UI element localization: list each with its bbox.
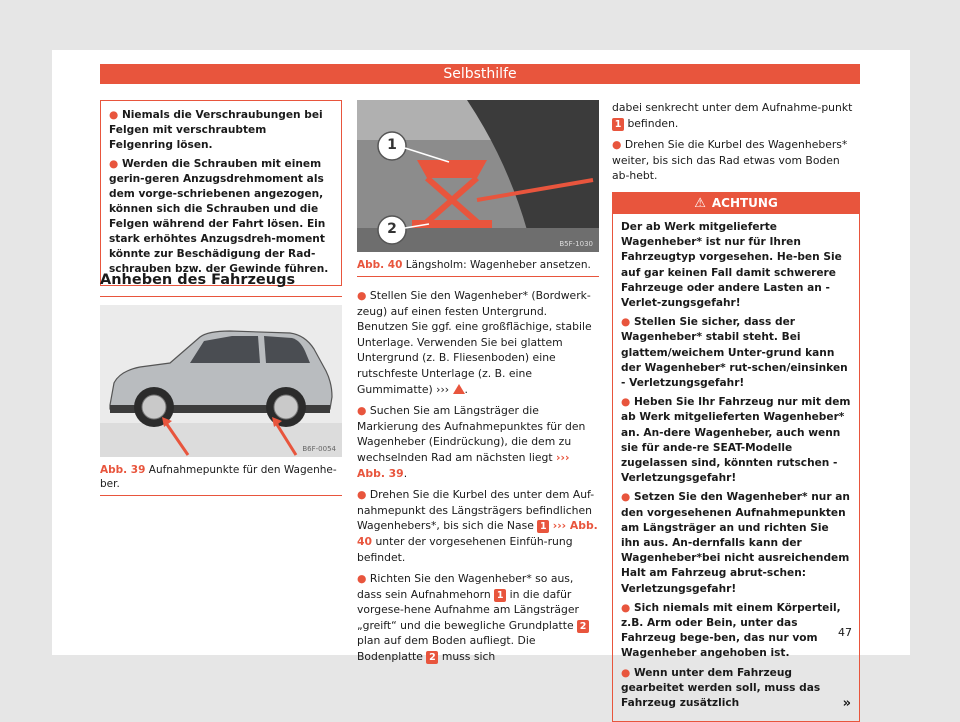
warning-box <box>612 192 860 722</box>
page-number: 47 <box>838 626 852 639</box>
bullet-icon: ● <box>357 488 370 502</box>
marker-number: 1 <box>537 520 549 533</box>
bullet-icon: ● <box>621 491 634 504</box>
figure-caption <box>357 258 599 277</box>
figure-car-side <box>100 305 342 457</box>
bullet-icon: ● <box>621 601 634 614</box>
section-title: Anheben des Fahrzeugs <box>100 272 342 297</box>
column-2-text <box>357 288 599 671</box>
car-side-illustration <box>100 305 342 457</box>
figure-link[interactable]: ››› Abb. 39 <box>357 450 570 480</box>
bullet-icon: ● <box>109 158 122 170</box>
bullet-icon: ● <box>612 138 625 152</box>
paragraph: ● Suchen Sie am Längsträger die Markierung des Aufnahmepunktes für den Wagenheber (Eindrückung), die dem zu wechselnden Rad am nächsten liegt ››› Abb. 39. <box>357 404 586 480</box>
paragraph: ● Drehen Sie die Kurbel des Wagenhebers* weiter, bis sich das Rad etwas vom Boden ab-hebt. <box>612 138 848 183</box>
marker-number: 2 <box>577 620 589 633</box>
figure-link[interactable]: ››› Abb. 40 <box>357 519 598 548</box>
warning-continuation-box <box>100 100 342 286</box>
paragraph: ● Richten Sie den Wagenheber* so aus, dass sein Aufnahmehorn 1 in die dafür vorgese-hene Aufnahme am Längsträger „greift“ und die bewegliche Grundplatte 2 plan auf dem Boden aufliegt. Die Bodenplatte 2 muss sich <box>357 571 599 665</box>
figure-label: Abb. 40 <box>357 259 403 271</box>
figure-caption <box>100 463 342 496</box>
marker-2: 2 <box>387 221 397 237</box>
figure-label: Abb. 39 <box>100 464 146 476</box>
warning-item: ● Stellen Sie sicher, dass der Wagenheber* stabil steht. Bei glattem/weichem Unter-grund kann der Wagenheber* rut-schen/einsinken - Verletzungsgefahr! <box>621 316 848 390</box>
bullet-icon: ● <box>357 404 370 418</box>
page-header: Selbsthilfe <box>100 64 860 84</box>
paragraph: ● Stellen Sie den Wagenheber* (Bordwerk-zeug) auf einen festen Untergrund. Benutzen Sie ggf. eine großflächige, stabile Unterlage. Verwenden Sie bei glattem Untergrund (z. B. Fliesenboden) eine rutschfeste Unterlage (z. B. eine Gummimatte) ››› . <box>357 289 592 396</box>
warning-item: ● Sich niemals mit einem Körperteil, z.B. Arm oder Bein, unter das Fahrzeug bege-ben, das nur vom Wagenheber angehoben ist. <box>621 601 841 660</box>
warning-item: ● Werden die Schrauben mit einem gerin-geren Anzugsdrehmoment als dem vorge-schriebenen angezogen, können sich die Schrauben und die Felgen während der Fahrt lösen. Ein stark erhöhtes Anzugsdreh-moment könnte zur Beschädigung der Rad-schrauben bzw. der Gewinde führen. <box>109 158 329 275</box>
figure-code: B5F-1030 <box>559 240 593 248</box>
figure-jack <box>357 100 599 252</box>
bullet-icon: ● <box>621 396 634 409</box>
figure-code: B6F-0054 <box>302 445 336 453</box>
warning-triangle-icon: ⚠ <box>694 195 706 211</box>
marker-number: 2 <box>426 651 438 664</box>
warning-body <box>612 214 860 722</box>
caption-text: Längsholm: Wagenheber ansetzen. <box>405 259 591 271</box>
warning-header <box>612 192 860 214</box>
caption-text: Aufnahmepunkte für den Wagenhe-ber. <box>100 464 337 490</box>
marker-1: 1 <box>387 137 397 153</box>
warning-item: ● Heben Sie Ihr Fahrzeug nur mit dem ab Werk mitgelieferten Wagenheber* an. An-dere Wagenheber, auch wenn sie für ande-re SEAT-Modelle zugelassen sind, könnten rutschen - Verletzungsgefahr! <box>621 396 851 485</box>
warning-item: ● Setzen Sie den Wagenheber* nur an den vorgesehenen Aufnahmepunkten am Längsträger an und richten Sie ihn aus. An-dernfalls kann der Wagenheber*bei nicht ausreichendem Halt am Fahrzeug abrut-schen: Verletzungsgefahr! <box>621 491 850 595</box>
warning-triangle-icon <box>453 384 465 394</box>
column-3-text <box>612 100 860 190</box>
warning-item: ● Niemals die Verschraubungen bei Felgen mit verschraubtem Felgenring lösen. <box>109 109 323 151</box>
warning-intro: Der ab Werk mitgelieferte Wagenheber* ist nur für Ihren Fahrzeugtyp vorgesehen. He-ben Sie auf gar keinen Fall damit schwerere Fahrzeuge oder andere Lasten an - Verlet-zungsgefahr! <box>621 221 842 310</box>
warning-item: ● Wenn unter dem Fahrzeug gearbeitet werden soll, muss das Fahrzeug zusätzlich » <box>621 666 851 712</box>
bullet-icon: ● <box>357 572 370 586</box>
marker-number: 1 <box>612 118 624 131</box>
paragraph: dabei senkrecht unter dem Aufnahme-punkt 1 befinden. <box>612 101 853 130</box>
bullet-icon: ● <box>357 289 370 302</box>
marker-number: 1 <box>494 589 506 602</box>
column-1 <box>100 100 342 286</box>
bullet-icon: ● <box>109 109 122 121</box>
paragraph: ● Drehen Sie die Kurbel des unter dem Auf-nahmepunkt des Längsträgers befindlichen Wagenhebers*, bis sich die Nase 1 ››› Abb. 40 unter der vorgesehenen Einfüh-rung befindet. <box>357 488 598 564</box>
bullet-icon: ● <box>621 666 634 679</box>
warning-title: ACHTUNG <box>711 196 778 210</box>
bullet-icon: ● <box>621 316 634 329</box>
continue-icon: » <box>842 696 851 712</box>
